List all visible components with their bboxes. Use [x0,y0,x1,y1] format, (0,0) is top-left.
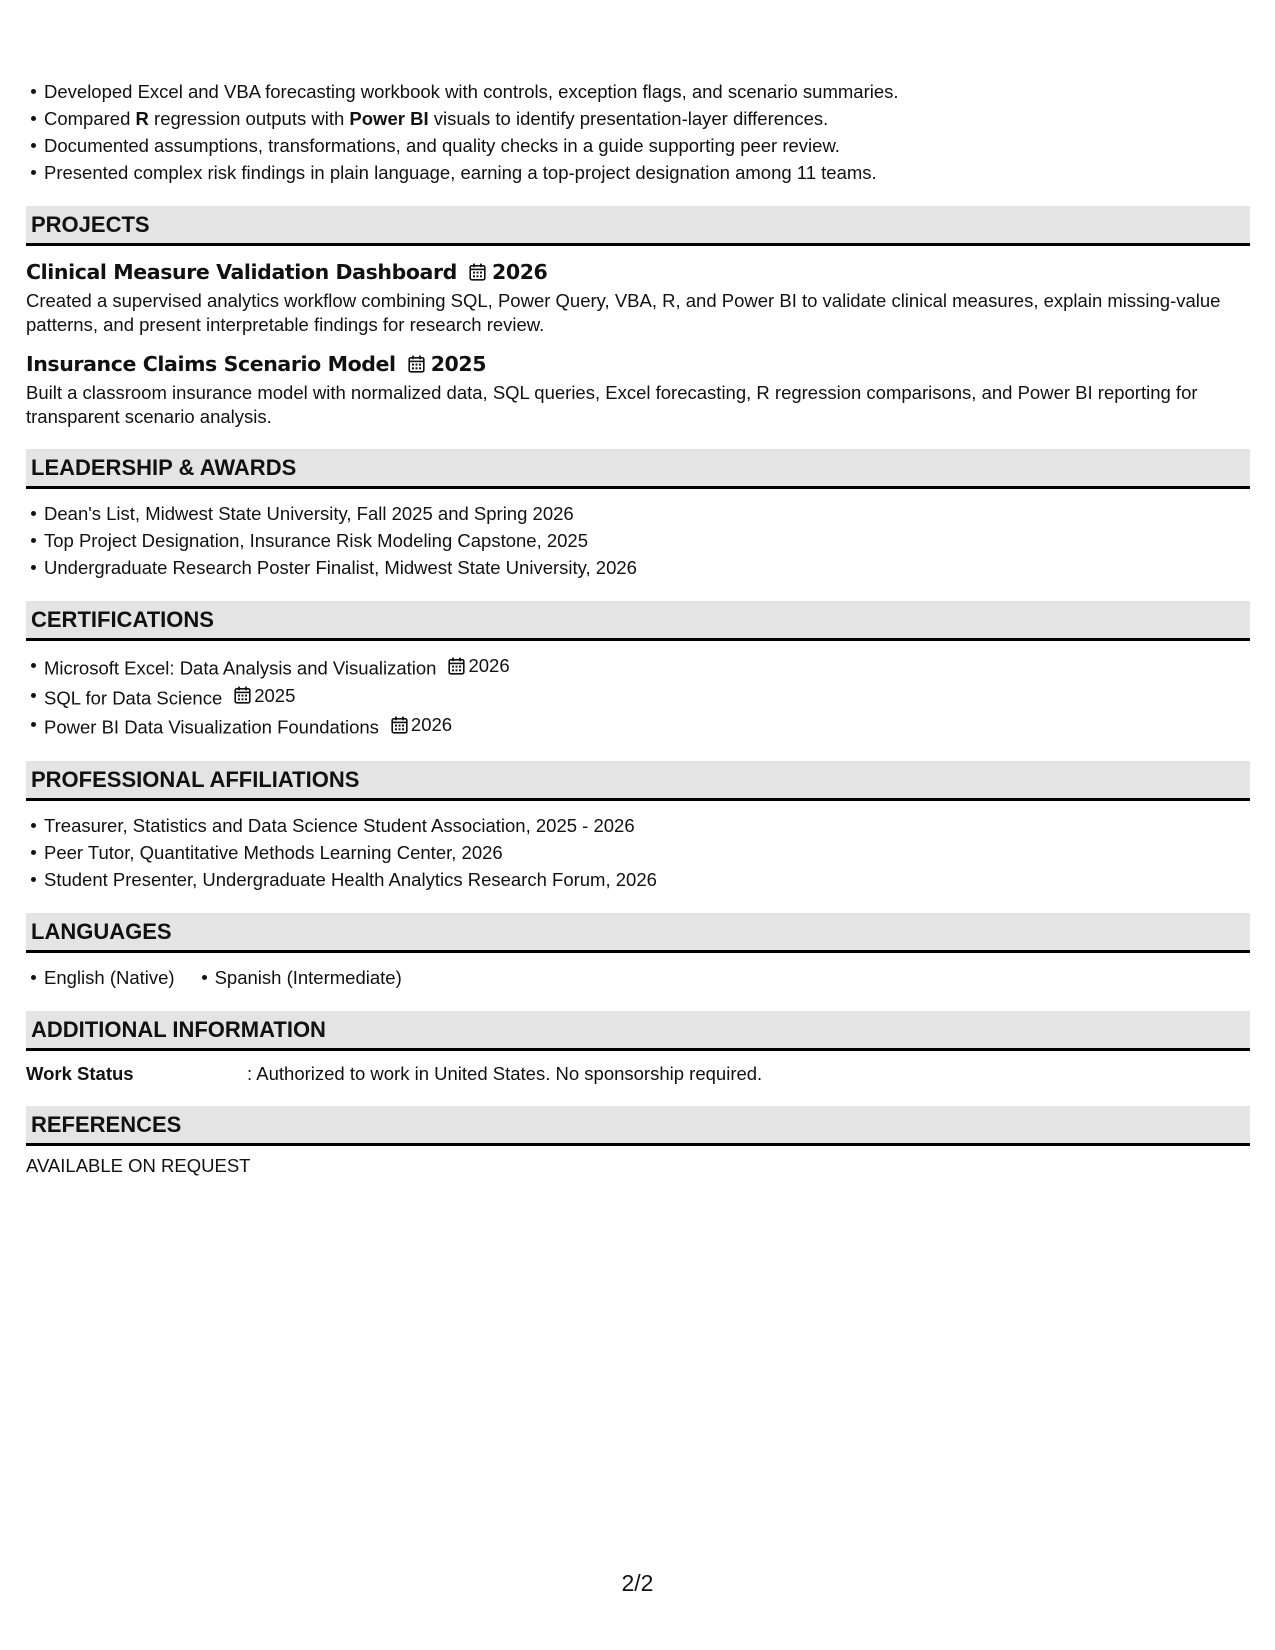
certification-name: Microsoft Excel: Data Analysis and Visualization [44,657,437,679]
languages-heading: LANGUAGES [26,913,1250,953]
work-status-value: : Authorized to work in United States. No sponsorship required. [247,1062,763,1084]
list-item: Dean's List, Midwest State University, Fall 2025 and Spring 2026 [44,500,1250,527]
list-item [44,159,1250,186]
list-item: Undergraduate Research Poster Finalist, Midwest State University, 2026 [44,554,1250,581]
project-title-row [26,349,1250,379]
project-description: Built a classroom insurance model with normalized data, SQL queries, Excel forecasting, R regression comparisons, and Power BI reporting for transparent scenario analysis. [26,382,1198,427]
projects-heading: PROJECTS [26,206,1250,246]
affiliations-heading: PROFESSIONAL AFFILIATIONS [26,761,1250,801]
certification-date [391,711,452,738]
text-segment: regression outputs with [148,108,350,129]
calendar-icon [408,355,425,373]
certifications-list [26,652,1250,741]
project-title-row [26,257,1250,287]
certification-name: Power BI Data Visualization Foundations [44,716,379,738]
certification-year: 2025 [254,684,296,706]
references-heading: REFERENCES [26,1106,1250,1146]
list-item: Treasurer, Statistics and Data Science Student Association, 2025 - 2026 [44,812,1250,839]
text-segment: visuals to identify presentation-layer differences. [428,108,829,129]
bold-text: R [135,108,149,129]
text-segment: Compared [44,108,136,129]
leadership-list [26,500,1250,581]
project-title: Insurance Claims Scenario Model [26,352,396,376]
references-text: AVAILABLE ON REQUEST [26,1154,251,1176]
additional-info-heading: ADDITIONAL INFORMATION [26,1011,1250,1051]
certification-item [44,711,1250,741]
project-description: Created a supervised analytics workflow combining SQL, Power Query, VBA, R, and Power BI to validate clinical measures, explain missing-value patterns, and present interpretable findings for research review. [26,290,1221,335]
list-item: Peer Tutor, Quantitative Methods Learning Center, 2026 [44,839,1250,866]
certification-date [234,682,295,709]
work-status-row [26,1062,1250,1086]
list-item: Top Project Designation, Insurance Risk Modeling Capstone, 2025 [44,527,1250,554]
calendar-icon [234,686,251,704]
experience-bullet-list [26,78,1250,186]
list-item: English (Native) [44,964,175,991]
text-segment: Developed Excel and VBA forecasting workbook with controls, exception flags, and scenario summaries. [44,81,899,102]
list-item: Student Presenter, Undergraduate Health Analytics Research Forum, 2026 [44,866,1250,893]
project-title: Clinical Measure Validation Dashboard [26,260,457,284]
certification-year: 2026 [468,655,510,676]
certification-date [448,652,509,679]
languages-list [26,964,1250,991]
certifications-heading: CERTIFICATIONS [26,601,1250,641]
calendar-icon [469,263,486,281]
bold-text: Power BI [349,108,429,129]
list-item [44,132,1250,159]
resume-page [26,78,1250,1178]
certification-year: 2026 [410,714,453,735]
calendar-icon [391,716,408,734]
leadership-heading: LEADERSHIP & AWARDS [26,449,1250,489]
page-number: 2/2 [621,1570,654,1596]
list-item: Spanish (Intermediate) [215,964,402,991]
work-status-label: Work Status [26,1062,134,1084]
text-segment: Documented assumptions, transformations, and quality checks in a guide supporting peer review. [44,135,840,156]
calendar-icon [448,657,465,675]
certification-item [44,682,1250,712]
project-year: 2025 [430,352,487,376]
affiliations-list [26,812,1250,893]
projects-section [26,257,1250,429]
certification-name: SQL for Data Science [44,687,223,708]
certification-item [44,652,1250,682]
list-item [44,105,1250,132]
project-year: 2026 [491,260,548,284]
text-segment: Presented complex risk findings in plain language, earning a top-project designation among 11 teams. [44,162,877,183]
list-item [44,78,1250,105]
